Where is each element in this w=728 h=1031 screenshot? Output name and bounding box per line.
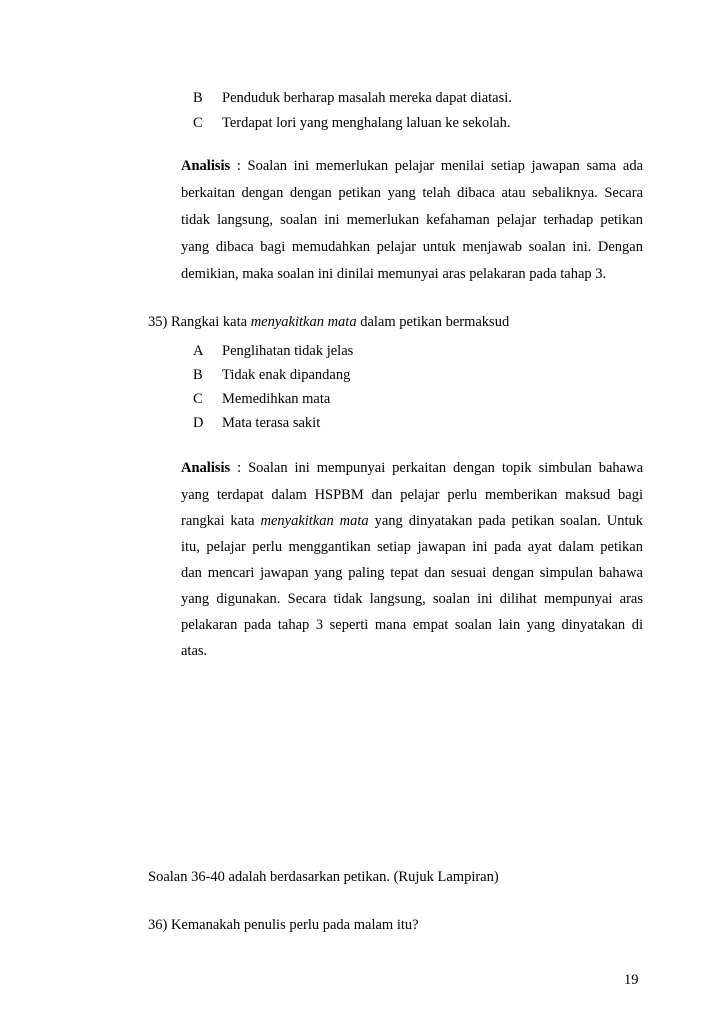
- analysis-label: Analisis: [181, 158, 231, 174]
- question-35: 35) Rangkai kata menyakitkan mata dalam petikan bermaksud: [148, 314, 510, 330]
- analysis-line: pelakaran pada tahap 3 seperti mana empat soalan lain yang dinyatakan di: [181, 617, 643, 633]
- analysis-line: Analisis : Soalan ini memerlukan pelajar menilai setiap jawapan sama ada: [181, 158, 644, 174]
- analysis-line: yang dibaca bagi memudahkan pelajar untuk menjawab soalan ini. Dengan: [181, 239, 643, 255]
- analysis-line: yang digunakan. Secara tidak langsung, soalan ini dilihat mempunyai aras: [181, 591, 643, 607]
- page-number: 19: [624, 972, 639, 988]
- option-letter: B: [193, 367, 203, 383]
- analysis-separator: :: [237, 460, 242, 476]
- option-text: Penduduk berharap masalah mereka dapat diatasi.: [222, 90, 512, 106]
- option-text: Penglihatan tidak jelas: [222, 343, 354, 359]
- section-note: Soalan 36-40 adalah berdasarkan petikan. (Rujuk Lampiran): [148, 869, 499, 885]
- option-letter: D: [193, 415, 204, 431]
- option-text: Memedihkan mata: [222, 391, 331, 407]
- option-text: Terdapat lori yang menghalang laluan ke sekolah.: [222, 115, 511, 131]
- option-text: Mata terasa sakit: [222, 415, 321, 431]
- analysis-line: atas.: [181, 643, 208, 659]
- option-letter: C: [193, 115, 203, 131]
- analysis-separator: :: [236, 158, 241, 174]
- analysis-line: tidak langsung, soalan ini memerlukan kefahaman pelajar terhadap petikan: [181, 212, 643, 228]
- option-letter: A: [193, 343, 204, 359]
- analysis-line: rangkai kata menyakitkan mata yang dinyatakan pada petikan soalan. Untuk: [181, 513, 643, 529]
- option-letter: C: [193, 391, 203, 407]
- option-text: Tidak enak dipandang: [222, 367, 351, 383]
- analysis-line: demikian, maka soalan ini dinilai memunyai aras pelakaran pada tahap 3.: [181, 266, 607, 282]
- analysis-line: Analisis : Soalan ini mempunyai perkaitan dengan topik simbulan bahawa: [181, 460, 644, 476]
- analysis-line: dan mencari jawapan yang paling tepat dan sesuai dengan simpulan bahawa: [181, 565, 643, 581]
- option-letter: B: [193, 90, 203, 106]
- question-36: 36) Kemanakah penulis perlu pada malam itu?: [148, 917, 419, 933]
- analysis-line: yang terdapat dalam HSPBM dan pelajar perlu memberikan maksud bagi: [181, 487, 643, 503]
- analysis-line: itu, pelajar perlu menggantikan setiap jawapan ini pada ayat dalam petikan: [181, 539, 643, 555]
- analysis-label: Analisis: [181, 460, 231, 476]
- analysis-line: berkaitan dengan dengan petikan yang telah dibaca atau sebaliknya. Secara: [181, 185, 643, 201]
